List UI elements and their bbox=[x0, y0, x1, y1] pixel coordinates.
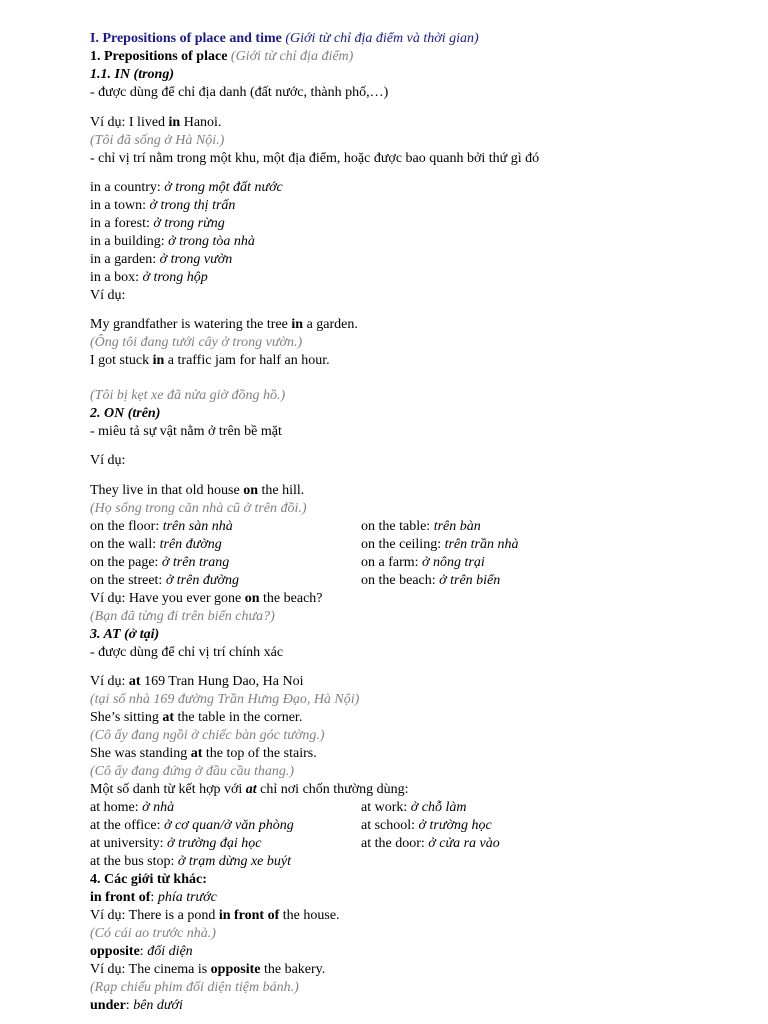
in-list-item bbox=[90, 251, 232, 269]
example-text: the house. bbox=[279, 908, 340, 923]
example-text: Ví dụ: The cinema is bbox=[90, 962, 211, 977]
intro-keyword: at bbox=[245, 782, 257, 797]
term: on the street: bbox=[90, 573, 166, 588]
term: at home: bbox=[90, 800, 143, 815]
term: at school: bbox=[361, 818, 419, 833]
term-translation: ở trong một đất nước bbox=[164, 180, 283, 195]
example-keyword: at bbox=[128, 674, 141, 689]
at-list-item bbox=[361, 835, 500, 853]
example-address bbox=[90, 673, 304, 691]
on-list-item bbox=[90, 572, 239, 590]
example-text: the hill. bbox=[258, 483, 305, 498]
vidu-label: Ví dụ: bbox=[90, 288, 126, 303]
example-text: the bakery. bbox=[260, 962, 326, 977]
term-translation: ở cơ quan/ở văn phòng bbox=[164, 818, 294, 833]
in-list-item bbox=[90, 215, 225, 233]
term-translation: ở chỗ làm bbox=[410, 800, 467, 815]
on-list-item bbox=[361, 518, 481, 536]
in-list-item bbox=[90, 179, 283, 197]
at-description: - được dùng để chỉ vị trí chính xác bbox=[90, 645, 284, 660]
heading-note: (Giới từ chỉ địa điểm) bbox=[230, 49, 354, 64]
term-translation: trên trần nhà bbox=[444, 537, 519, 552]
in-description-2: - chỉ vị trí nằm trong một khu, một địa điểm, hoặc được bao quanh bởi thứ gì đó bbox=[90, 151, 540, 166]
example-translation: (Rạp chiếu phim đối diện tiệm bánh.) bbox=[90, 980, 299, 995]
term: in front of bbox=[90, 890, 151, 905]
section-2-heading: 2. ON (trên) bbox=[90, 406, 161, 421]
example-stairs bbox=[90, 745, 317, 763]
example-keyword: in bbox=[168, 115, 181, 130]
term: at work: bbox=[361, 800, 411, 815]
example-translation: (Bạn đã từng đi trên biển chưa?) bbox=[90, 609, 275, 624]
example-text: Ví dụ: There is a pond bbox=[90, 908, 219, 923]
at-list-item bbox=[361, 817, 492, 835]
in-description-1: - được dùng để chỉ địa danh (đất nước, thành phố,…) bbox=[90, 85, 389, 100]
example-keyword: at bbox=[162, 710, 175, 725]
at-intro bbox=[90, 781, 409, 799]
term-opposite bbox=[90, 943, 193, 961]
example-text: the beach? bbox=[259, 591, 323, 606]
example-translation: (Có cái ao trước nhà.) bbox=[90, 926, 216, 941]
at-list-item bbox=[90, 835, 262, 853]
term-colon: : bbox=[139, 944, 148, 959]
title-text: I. Prepositions of place and time bbox=[90, 31, 282, 46]
example-translation: (Họ sống trong căn nhà cũ ở trên đồi.) bbox=[90, 501, 307, 516]
term: on a farm: bbox=[361, 555, 423, 570]
section-title bbox=[90, 30, 479, 48]
example-hill bbox=[90, 482, 304, 500]
example-text: She was standing bbox=[90, 746, 191, 761]
term-translation: ở trường học bbox=[418, 818, 492, 833]
example-table bbox=[90, 709, 302, 727]
example-translation: (Cô ấy đang đứng ở đầu cầu thang.) bbox=[90, 764, 295, 779]
example-text: the table in the corner. bbox=[174, 710, 303, 725]
term-translation: ở trong rừng bbox=[153, 216, 225, 231]
term-translation: ở trường đại học bbox=[167, 836, 262, 851]
example-text: a traffic jam for half an hour. bbox=[164, 353, 330, 368]
vidu-label: Ví dụ: bbox=[90, 453, 126, 468]
example-text: a garden. bbox=[303, 317, 358, 332]
term-colon: : bbox=[125, 998, 134, 1013]
term: in a forest: bbox=[90, 216, 154, 231]
heading-text: 1. Prepositions of place bbox=[90, 49, 228, 64]
on-list-item bbox=[361, 554, 485, 572]
term: in a town: bbox=[90, 198, 150, 213]
term: at the bus stop: bbox=[90, 854, 178, 869]
example-text: She’s sitting bbox=[90, 710, 163, 725]
in-list-item bbox=[90, 269, 208, 287]
term-translation: ở trong hộp bbox=[142, 270, 208, 285]
at-list-item bbox=[361, 799, 466, 817]
at-list-item bbox=[90, 799, 174, 817]
term-translation: ở trong thị trấn bbox=[149, 198, 236, 213]
term-translation: trên đường bbox=[159, 537, 222, 552]
term-colon: : bbox=[150, 890, 158, 905]
example-translation: (Tôi đã sống ở Hà Nội.) bbox=[90, 133, 225, 148]
term: on the wall: bbox=[90, 537, 160, 552]
example-translation: (Cô ấy đang ngồi ở chiếc bàn góc tường.) bbox=[90, 728, 325, 743]
example-garden bbox=[90, 316, 358, 334]
term: in a box: bbox=[90, 270, 143, 285]
example-keyword: opposite bbox=[210, 962, 261, 977]
section-1-heading bbox=[90, 48, 353, 66]
term: opposite bbox=[90, 944, 140, 959]
title-translation: (Giới từ chỉ địa điểm và thời gian) bbox=[285, 31, 479, 46]
example-pond bbox=[90, 907, 340, 925]
example-text: They live in that old house bbox=[90, 483, 244, 498]
example-keyword: on bbox=[244, 591, 260, 606]
example-translation: (Ông tôi đang tưới cây ở trong vườn.) bbox=[90, 335, 303, 350]
term-translation: trên bàn bbox=[433, 519, 481, 534]
example-text: My grandfather is watering the tree bbox=[90, 317, 292, 332]
example-text: I got stuck bbox=[90, 353, 153, 368]
term-translation: đối diện bbox=[147, 944, 193, 959]
term-translation: ở trạm dừng xe buýt bbox=[177, 854, 291, 869]
term-translation: ở nông trại bbox=[422, 555, 485, 570]
term: in a garden: bbox=[90, 252, 160, 267]
section-1-1-heading: 1.1. IN (trong) bbox=[90, 67, 175, 82]
on-list-item bbox=[361, 536, 518, 554]
term-translation: ở trên đường bbox=[165, 573, 239, 588]
example-text: Ví dụ: I lived bbox=[90, 115, 169, 130]
term-translation: phía trước bbox=[157, 890, 217, 905]
in-list-item bbox=[90, 233, 255, 251]
example-keyword: in front of bbox=[218, 908, 280, 923]
example-beach bbox=[90, 590, 323, 608]
example-keyword: at bbox=[190, 746, 203, 761]
example-cinema bbox=[90, 961, 325, 979]
term-translation: bên dưới bbox=[133, 998, 183, 1013]
term: under bbox=[90, 998, 126, 1013]
term-translation: ở cửa ra vào bbox=[428, 836, 500, 851]
example-text: Ví dụ: bbox=[90, 674, 129, 689]
section-3-heading: 3. AT (ở tại) bbox=[90, 627, 160, 642]
on-description: - miêu tả sự vật nằm ở trên bề mặt bbox=[90, 424, 282, 439]
on-list-item bbox=[90, 518, 233, 536]
example-text: 169 Tran Hung Dao, Ha Noi bbox=[140, 674, 304, 689]
intro-text: Một số danh từ kết hợp với bbox=[90, 782, 246, 797]
on-list-item bbox=[90, 536, 222, 554]
in-list-item bbox=[90, 197, 235, 215]
example-translation: (Tôi bị kẹt xe đã nửa giờ đồng hồ.) bbox=[90, 388, 286, 403]
example-text: Ví dụ: Have you ever gone bbox=[90, 591, 245, 606]
example-keyword: on bbox=[243, 483, 258, 498]
example-text: Hanoi. bbox=[180, 115, 222, 130]
example-traffic-jam bbox=[90, 352, 330, 370]
term: at the office: bbox=[90, 818, 164, 833]
at-list-item bbox=[90, 853, 291, 871]
term: at the door: bbox=[361, 836, 429, 851]
term: on the floor: bbox=[90, 519, 163, 534]
term: on the beach: bbox=[361, 573, 440, 588]
intro-text: chỉ nơi chốn thường dùng: bbox=[256, 782, 409, 797]
term: on the page: bbox=[90, 555, 162, 570]
on-list-item bbox=[361, 572, 500, 590]
term-translation: ở trên biển bbox=[439, 573, 501, 588]
term: at university: bbox=[90, 836, 167, 851]
section-4-heading: 4. Các giới từ khác: bbox=[90, 872, 207, 887]
term-translation: ở nhà bbox=[142, 800, 175, 815]
term: on the table: bbox=[361, 519, 434, 534]
example-keyword: in bbox=[152, 353, 165, 368]
term-in-front-of bbox=[90, 889, 217, 907]
on-list-item bbox=[90, 554, 229, 572]
term-translation: ở trong tòa nhà bbox=[168, 234, 255, 249]
term: on the ceiling: bbox=[361, 537, 445, 552]
term: in a country: bbox=[90, 180, 165, 195]
at-list-item bbox=[90, 817, 294, 835]
example-in-hanoi bbox=[90, 114, 221, 132]
term-under bbox=[90, 997, 183, 1015]
term-translation: trên sàn nhà bbox=[162, 519, 233, 534]
example-keyword: in bbox=[291, 317, 304, 332]
term-translation: ở trong vườn bbox=[159, 252, 233, 267]
example-text: the top of the stairs. bbox=[202, 746, 317, 761]
example-translation: (tại số nhà 169 đường Trần Hưng Đạo, Hà Nội) bbox=[90, 692, 360, 707]
term-translation: ở trên trang bbox=[161, 555, 230, 570]
term: in a building: bbox=[90, 234, 169, 249]
